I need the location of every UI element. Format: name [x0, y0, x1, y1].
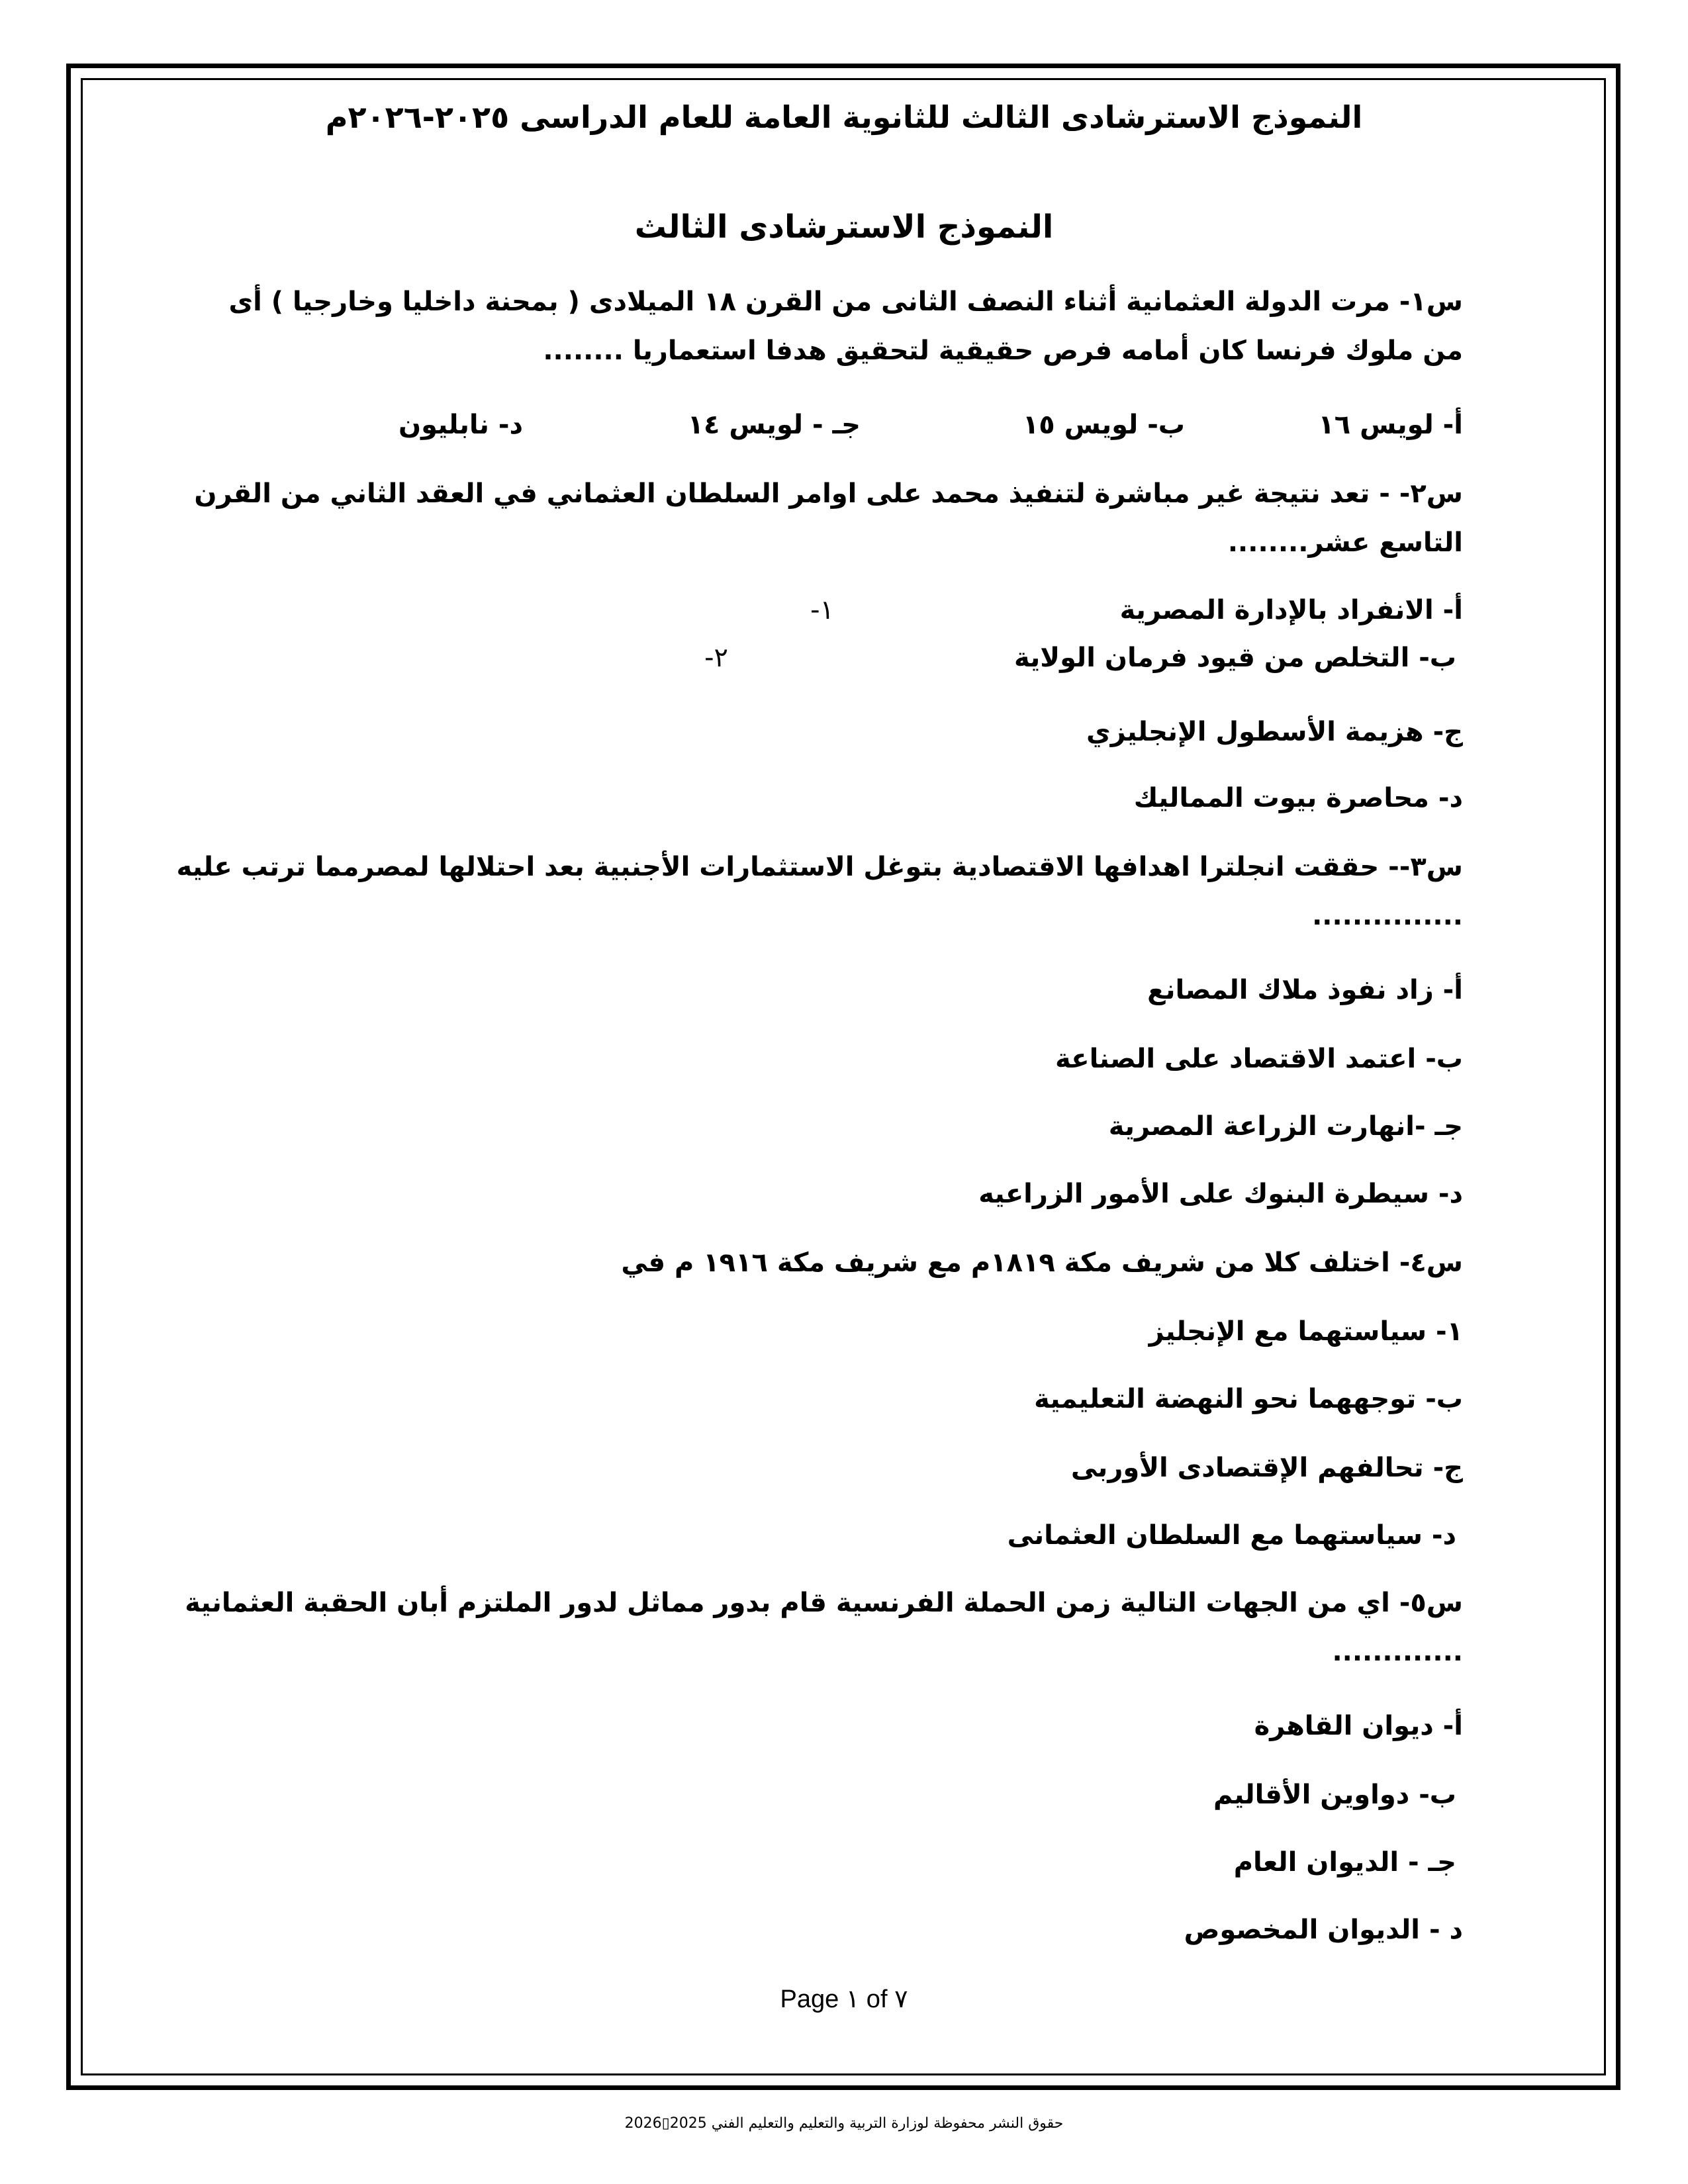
- q4-option-a: ١- سياستهما مع الإنجليز: [1149, 1316, 1463, 1347]
- q2-option-d: د- محاصرة بيوت المماليك: [1133, 783, 1463, 813]
- q3-option-a: أ- زاد نفوذ ملاك المصانع: [1147, 975, 1463, 1005]
- q1-text-line2: من ملوك فرنسا كان أمامه فرص حقيقية لتحقيق هدفا استعماريا ........: [543, 336, 1463, 366]
- q2-mark-2: ٢-: [704, 643, 728, 673]
- q4-option-d: د- سياستهما مع السلطان العثمانى: [1007, 1520, 1456, 1551]
- q5-option-c: جـ - الديوان العام: [1233, 1847, 1456, 1878]
- q2-option-c: ج- هزيمة الأسطول الإنجليزي: [1086, 717, 1463, 747]
- q5-option-b: ب- دواوين الأقاليم: [1213, 1780, 1456, 1810]
- q5-text-line2: .............: [1332, 1637, 1463, 1667]
- q3-option-d: د- سيطرة البنوك على الأمور الزراعيه: [978, 1179, 1463, 1209]
- q3-text-line2: ...............: [1312, 901, 1463, 931]
- q1-option-b: ب- لويس ١٥: [1022, 410, 1185, 440]
- q3-option-c: جـ -انهارت الزراعة المصرية: [1108, 1111, 1463, 1142]
- q1-text-line1: س١- مرت الدولة العثمانية أثناء النصف الثانى من القرن ١٨ الميلادى ( بمحنة داخليا وخارجيا ) أى: [228, 287, 1463, 317]
- q2-text-line1: س٢- - تعد نتيجة غير مباشرة لتنفيذ محمد على اوامر السلطان العثماني في العقد الثاني من القرن: [194, 478, 1463, 509]
- q4-option-c: ج- تحالفهم الإقتصادى الأوربى: [1070, 1453, 1463, 1483]
- q3-text-line1: س٣-- حققت انجلترا اهدافها الاقتصادية بتوغل الاستثمارات الأجنبية بعد احتلالها لمصرمما ترتب عليه: [176, 852, 1463, 882]
- q1-option-a: أ- لويس ١٦: [1318, 410, 1463, 440]
- q2-mark-1: ١-: [810, 595, 834, 625]
- q2-text-line2: التاسع عشر........: [1227, 527, 1463, 558]
- page-border-inner: [81, 78, 1606, 2075]
- exam-title: النموذج الاسترشادى الثالث للثانوية العامة للعام الدراسى ٢٠٢٥-٢٠٢٦م: [325, 99, 1363, 135]
- q1-option-d: د- نابليون: [399, 410, 523, 440]
- q4-option-b: ب- توجههما نحو النهضة التعليمية: [1034, 1384, 1463, 1414]
- q2-option-a: أ- الانفراد بالإدارة المصرية: [1119, 595, 1463, 625]
- copyright-footer: حقوق النشر محفوظة لوزارة التربية والتعليم والتعليم الفني 2025▯2026: [624, 2115, 1064, 2132]
- q3-option-b: ب- اعتمد الاقتصاد على الصناعة: [1055, 1044, 1463, 1074]
- q5-option-a: أ- ديوان القاهرة: [1254, 1711, 1463, 1741]
- exam-subtitle: النموذج الاسترشادى الثالث: [634, 208, 1054, 246]
- q1-option-c: جـ - لويس ١٤: [687, 410, 861, 440]
- page-number: Page ١ of ٧: [780, 1985, 908, 2013]
- q4-text-line1: س٤- اختلف كلا من شريف مكة ١٨١٩م مع شريف مكة ١٩١٦ م في: [621, 1248, 1463, 1278]
- q5-text-line1: س٥- اي من الجهات التالية زمن الحملة الفرنسية قام بدور مماثل لدور الملتزم أبان الحقبة العثمانية: [185, 1588, 1463, 1618]
- q2-option-b: ب- التخلص من قيود فرمان الولاية: [1014, 643, 1456, 673]
- q5-option-d: د - الديوان المخصوص: [1184, 1915, 1463, 1945]
